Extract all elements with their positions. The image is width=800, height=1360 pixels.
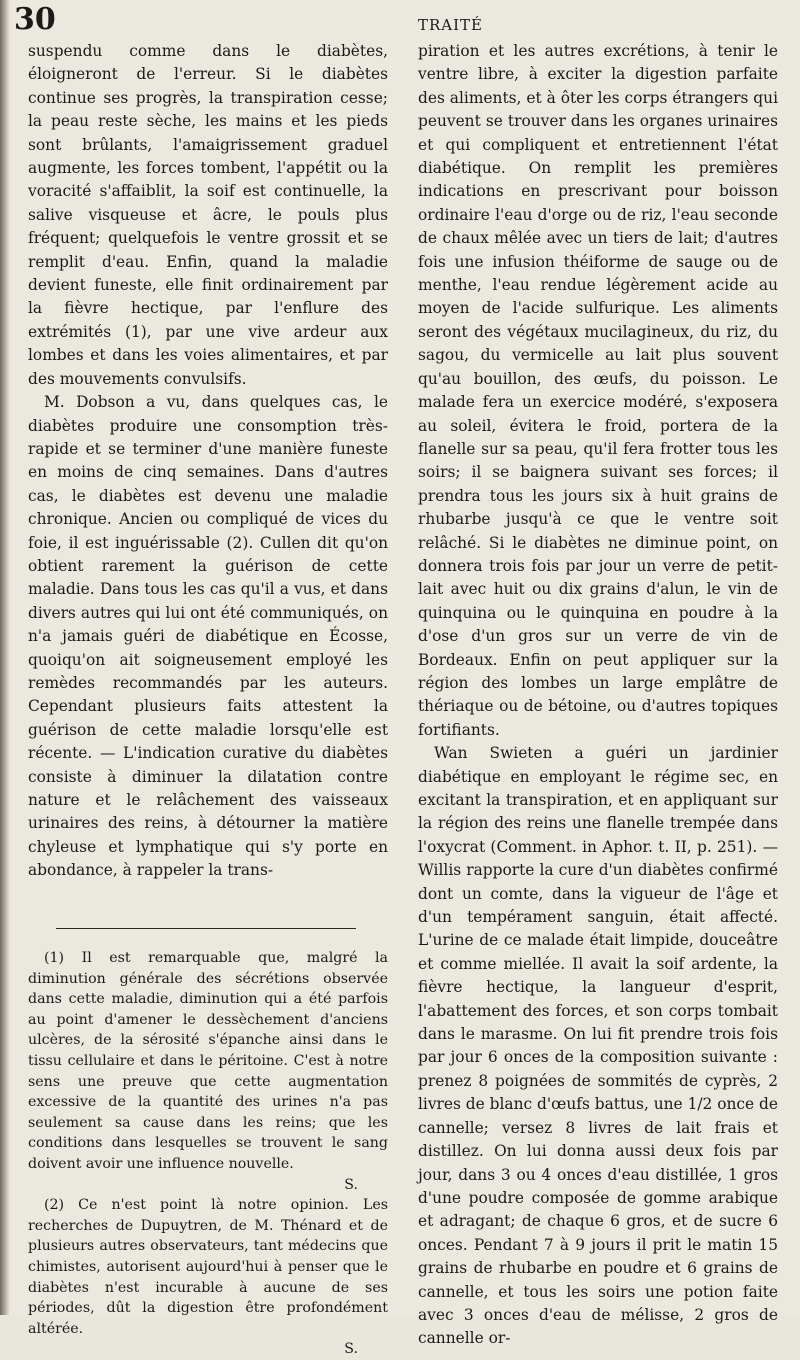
running-head: TRAITÉ	[418, 16, 484, 34]
footnote-2-signature: S.	[344, 1341, 358, 1358]
footnote-rule	[56, 928, 356, 929]
footnote-1	[28, 948, 388, 1195]
right-paragraph-2: Wan Swieten a guéri un jardinier diabétique en employant le régime sec, en excitant la transpiration, et en appliquant sur la région des reins une flanelle trempée dans l'oxycrat (Comment. in Aphor. t. II, p. 251). — Willis rapporte la cure d'un diabètes confirmé dont un comte, dans la vigueur de l'âge et d'un tempérament sanguin, était affecté. L'urine de ce malade était limpide, douceâtre et comme miellée. Il avait la soif ardente, la fièvre hectique, la langueur d'esprit, l'abattement des forces, et son corps tombait dans le marasme. On lui fit prendre trois fois par jour 6 onces de la composition suivante : prenez 8 poignées de sommités de cyprès, 2 livres de blanc d'œufs battus, une 1/2 once de cannelle; versez 8 livres de lait frais et distillez. On lui donna aussi deux fois par jour, dans 3 ou 4 onces d'eau distillée, 1 gros d'une poudre composée de gomme arabique et adragant; de chaque 6 gros, et de sucre 6 onces. Pendant 7 à 9 jours il prit le matin 15 grains de rhubarbe en poudre et 6 grains de cannelle, et tous les soirs une potion faite avec 3 onces d'eau de mélisse, 2 gros de cannelle or-	[418, 744, 778, 1348]
footnote-2-text: (2) Ce n'est point là notre opinion. Les recherches de Dupuytren, de M. Thénard et de plusieurs autres observateurs, tant médecins que chimistes, autorisent aujourd'hui à penser que le diabètes n'est incurable à aucune de ses périodes, dût la digestion être profondément altérée.	[28, 1197, 388, 1337]
footnote-2	[28, 1195, 388, 1360]
footnotes	[28, 948, 388, 1360]
page-binding-edge	[0, 0, 10, 1315]
left-paragraph-1: suspendu comme dans le diabètes, éloigneront de l'erreur. Si le diabètes continue ses progrès, la transpiration cesse; la peau reste sèche, les mains et les pieds sont brûlants, l'amaigrissement graduel augmente, les forces tombent, l'appétit ou la voracité s'affaiblit, la soif est continuelle, la salive visqueuse et âcre, le pouls plus fréquent; quelquefois le ventre grossit et se remplit d'eau. Enfin, quand la maladie devient funeste, elle finit ordinairement par la fièvre hectique, par l'enflure des extrémités (1), par une vive ardeur aux lombes et dans les voies alimentaires, et par des mouvements convulsifs.	[28, 42, 388, 388]
right-column	[418, 40, 778, 1351]
left-paragraph-2: M. Dobson a vu, dans quelques cas, le diabètes produire une consomption très-rapide et se terminer d'une manière funeste en moins de cinq semaines. Dans d'autres cas, le diabètes est devenu une maladie chronique. Ancien ou compliqué de vices du foie, il est inguérissable (2). Cullen dit qu'on obtient rarement la guérison de cette maladie. Dans tous les cas qu'il a vus, et dans divers autres qui lui ont été communiqués, on n'a jamais guéri de diabétique en Écosse, quoiqu'on ait soigneusement employé les remèdes recommandés par les auteurs. Cependant plusieurs faits attestent la guérison de cette maladie lorsqu'elle est récente. — L'indication curative du diabètes consiste à diminuer la dilatation contre nature et le relâchement des vaisseaux urinaires des reins, à détourner la matière chyleuse et lymphatique qui s'y porte en abondance, à rappeler la trans-	[28, 393, 388, 880]
page-number: 30	[14, 2, 56, 37]
footnote-1-text: (1) Il est remarquable que, malgré la diminution générale des sécrétions observée dans cette maladie, diminution qui a été parfois au point d'amener le dessèchement d'anciens ulcères, de la sérosité s'épanche ainsi dans le tissu cellulaire et dans le péritoine. C'est à notre sens une preuve que cette augmentation excessive de la quantité des urines n'a pas seulement sa cause dans les reins; que les conditions dans lesquelles se trouvent le sang doivent avoir une influence nouvelle.	[28, 950, 388, 1172]
left-column	[28, 40, 388, 883]
footnote-1-signature: S.	[344, 1176, 358, 1193]
right-paragraph-1: piration et les autres excrétions, à tenir le ventre libre, à exciter la digestion parfaite des aliments, et à ôter les corps étrangers qui peuvent se trouver dans les organes urinaires et qui compliquent et entretiennent l'état diabétique. On remplit les premières indications en prescrivant pour boisson ordinaire l'eau d'orge ou de riz, l'eau seconde de chaux mêlée avec un tiers de lait; d'autres fois une infusion théiforme de sauge ou de menthe, l'eau rendue légèrement acide au moyen de l'acide sulfurique. Les aliments seront des végétaux mucilagineux, du riz, du sagou, du vermicelle au lait plus souvent qu'au bouillon, des œufs, du poisson. Le malade fera un exercice modéré, s'exposera au soleil, évitera le froid, portera de la flanelle sur sa peau, qu'il fera frotter tous les soirs; il se baignera suivant ses forces; il prendra tous les jours six à huit grains de rhubarbe jusqu'à ce que le ventre soit relâché. Si le diabètes ne diminue point, on donnera trois fois par jour un verre de petit-lait avec huit ou dix grains d'alun, le vin de quinquina ou le quinquina en poudre à la d'ose d'un gros sur un verre de vin de Bordeaux. Enfin on peut appliquer sur la région des lombes un large emplâtre de thériaque ou de bétoine, ou d'autres topiques fortifiants.	[418, 42, 778, 739]
